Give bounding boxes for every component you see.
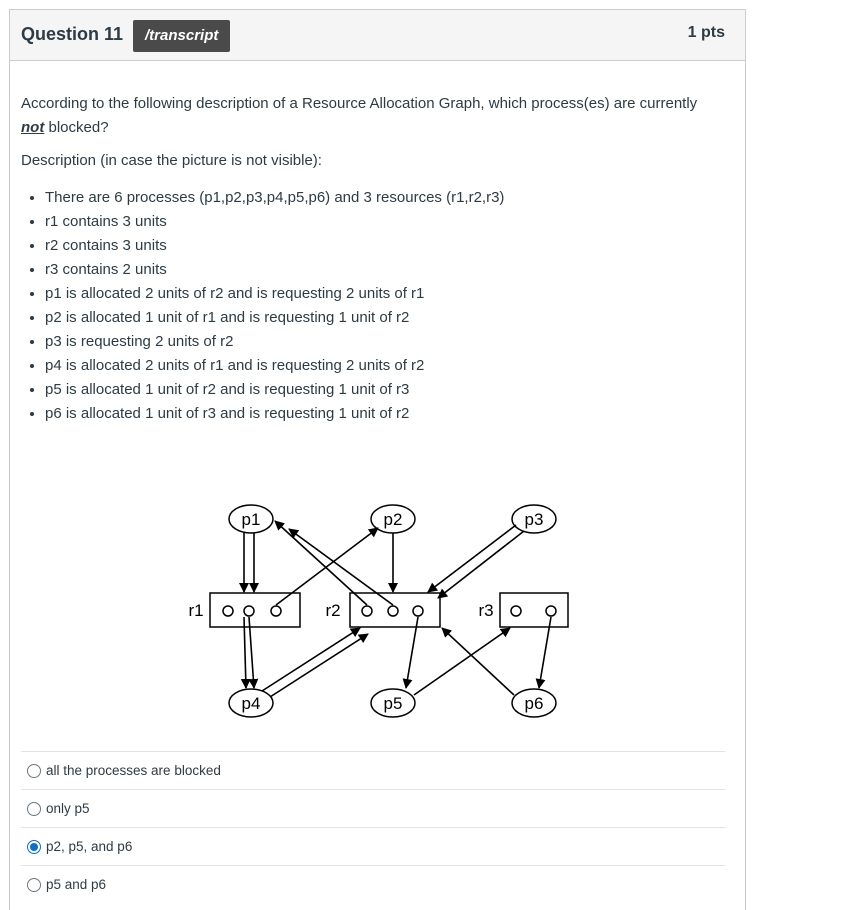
- answer-option-2[interactable]: [21, 789, 725, 827]
- radio-button[interactable]: [27, 802, 41, 816]
- process-label: p3: [524, 510, 544, 529]
- process-label: p1: [241, 510, 261, 529]
- radio-button[interactable]: [27, 764, 41, 778]
- list-item: • r3 contains 2 units: [45, 258, 504, 282]
- process-label: p5: [383, 694, 403, 713]
- radio-button-selected[interactable]: [27, 840, 41, 854]
- list-item: • There are 6 processes (p1,p2,p3,p4,p5,p6) and 3 resources (r1,r2,r3): [45, 186, 504, 210]
- answer-option-1[interactable]: [21, 751, 725, 789]
- list-item: • r1 contains 3 units: [45, 210, 504, 234]
- process-label: p6: [524, 694, 544, 713]
- edge: [428, 525, 516, 592]
- description-heading: Description (in case the picture is not visible):: [21, 152, 322, 169]
- question-title: Question 11: [21, 24, 124, 44]
- answer-list: [21, 751, 725, 903]
- process-node-p4: [229, 689, 273, 717]
- answer-option-4[interactable]: [21, 865, 725, 903]
- edge: [438, 531, 524, 598]
- process-label: p2: [383, 510, 403, 529]
- edge: [442, 628, 514, 695]
- answer-label: only p5: [46, 801, 90, 816]
- question-header: [10, 10, 745, 61]
- resource-node-r3: [478, 593, 568, 627]
- answer-label: p5 and p6: [46, 877, 107, 892]
- list-item: • p2 is allocated 1 unit of r1 and is requesting 1 unit of r2: [45, 306, 504, 330]
- process-node-p1: [229, 505, 273, 533]
- process-label: p4: [241, 694, 261, 713]
- answer-option-3[interactable]: [21, 827, 725, 865]
- edge: [270, 634, 368, 697]
- question-text: [21, 92, 701, 140]
- question-text-part: According to the following description of a Resource Allocation Graph, which process(es) are currently: [21, 95, 698, 112]
- list-item: • p5 is allocated 1 unit of r2 and is requesting 1 unit of r3: [45, 378, 504, 402]
- radio-button[interactable]: [27, 878, 41, 892]
- answer-label: p2, p5, and p6: [46, 839, 133, 854]
- edge: [289, 529, 393, 605]
- edge: [262, 628, 360, 691]
- question-text-part: blocked?: [44, 119, 109, 136]
- resource-label: r1: [188, 601, 204, 620]
- edge: [414, 628, 510, 695]
- list-item: • p3 is requesting 2 units of r2: [45, 330, 504, 354]
- list-item: • p4 is allocated 2 units of r1 and is requesting 2 units of r2: [45, 354, 504, 378]
- transcript-button[interactable]: /transcript: [133, 20, 230, 52]
- resource-label: r3: [478, 601, 494, 620]
- process-node-p6: [512, 689, 556, 717]
- question-text-emphasis: not: [21, 119, 45, 136]
- answer-label: all the processes are blocked: [46, 763, 221, 778]
- description-list: [21, 186, 504, 426]
- list-item: • p1 is allocated 2 units of r2 and is requesting 2 units of r1: [45, 282, 504, 306]
- question-card: [9, 9, 746, 910]
- list-item: • p6 is allocated 1 unit of r3 and is requesting 1 unit of r2: [45, 402, 504, 426]
- list-item: • r2 contains 3 units: [45, 234, 504, 258]
- resource-allocation-graph: [180, 495, 580, 725]
- question-points: 1 pts: [687, 24, 725, 41]
- resource-label: r2: [325, 601, 341, 620]
- process-node-p5: [371, 689, 415, 717]
- process-node-p3: [512, 505, 556, 533]
